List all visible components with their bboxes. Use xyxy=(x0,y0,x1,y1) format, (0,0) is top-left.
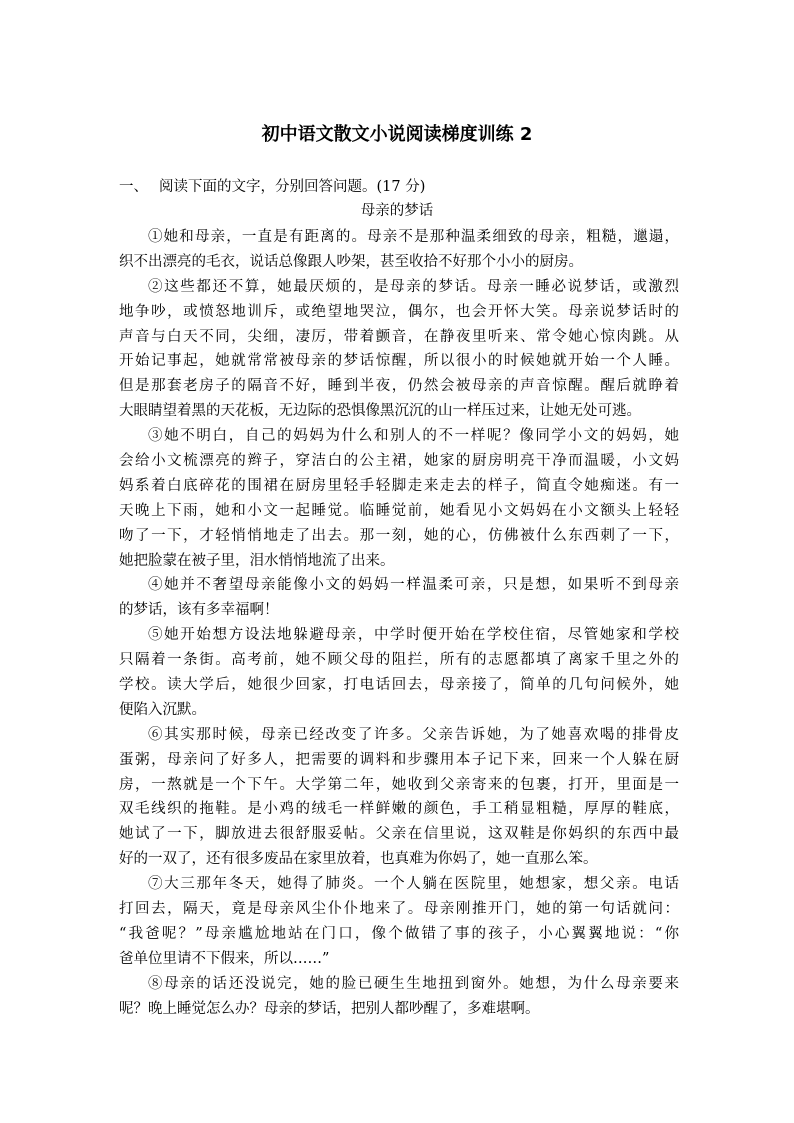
paragraph-line: 蛋粥，母亲问了好多人，把需要的调料和步骤用本子记下来，回来一个人躲在厨 xyxy=(119,751,679,768)
paragraph-line: 天晚上下雨，她和小文一起睡觉。临睡觉前，她看见小文妈妈在小文额头上轻轻 xyxy=(119,502,679,519)
question-prompt xyxy=(119,176,679,198)
paragraph-line: 吻了一下，才轻悄悄地走了出去。那一刻，她的心，仿佛被什么东西刺了一下， xyxy=(119,527,679,544)
paragraph xyxy=(119,972,679,1022)
paragraph xyxy=(119,723,679,872)
paragraph-line: 妈系着白底碎花的围裙在厨房里轻手轻脚走来走去的样子，简直令她痴迷。有一 xyxy=(119,477,679,494)
paragraph-line: 好的一双了，还有很多废品在家里放着，也真难为你妈了，她一直那么笨。 xyxy=(119,851,598,868)
paragraph-line: 房，一熬就是一个下午。大学第二年，她收到父亲寄来的包裹，打开，里面是一 xyxy=(119,776,679,793)
paragraph xyxy=(119,623,679,723)
paragraph-line: ⑦大三那年冬天，她得了肺炎。一个人躺在医院里，她想家，想父亲。电话 xyxy=(148,876,679,893)
paragraph-line: 她把脸蒙在被子里，泪水悄悄地流了出来。 xyxy=(119,552,395,569)
paragraph xyxy=(119,225,679,275)
paragraph-line: ⑥其实那时候，母亲已经改变了许多。父亲告诉她，为了她喜欢喝的排骨皮 xyxy=(148,726,679,743)
paragraph-line: “我爸呢？”母亲尴尬地站在门口，像个做错了事的孩子，小心翼翼地说：“你 xyxy=(119,925,679,942)
paragraph-line: 爸单位里请不下假来，所以……” xyxy=(119,950,330,967)
question-text: 阅读下面的文字，分别回答问题。(17 分) xyxy=(159,179,426,195)
paragraph-line: 便陷入沉默。 xyxy=(119,701,206,718)
paragraph-line: ⑧母亲的话还没说完，她的脸已硬生生地扭到窗外。她想，为什么母亲要来 xyxy=(148,975,679,992)
paragraph xyxy=(119,872,679,972)
paragraph-line: 打回去，隔天，竟是母亲风尘仆仆地来了。母亲刚推开门，她的第一句话就问： xyxy=(119,901,679,918)
document-title: 初中语文散文小说阅读梯度训练 2 xyxy=(261,124,533,145)
paragraph-line: ③她不明白，自己的妈妈为什么和别人的不一样呢？像同学小文的妈妈，她 xyxy=(148,428,679,445)
passage-body xyxy=(119,225,679,1022)
paragraph-line: 声音与白天不同，尖细，凄厉，带着颤音，在静夜里听来、常令她心惊肉跳。从 xyxy=(119,328,679,345)
paragraph xyxy=(119,424,679,573)
paragraph-line: 她试了一下，脚放进去很舒服妥帖。父亲在信里说，这双鞋是你妈织的东西中最 xyxy=(119,826,679,843)
paragraph-line: ⑤她开始想方设法地躲避母亲，中学时便开始在学校住宿，尽管她家和学校 xyxy=(148,627,679,644)
paragraph-line: 织不出漂亮的毛衣，说话总像跟人吵架，甚至收拾不好那个小小的厨房。 xyxy=(119,253,583,270)
paragraph-line: 学校。读大学后，她很少回家，打电话回去，母亲接了，简单的几句问候外，她 xyxy=(119,677,679,694)
paragraph-line: ②这些都还不算，她最厌烦的，是母亲的梦话。母亲一睡必说梦话，或激烈 xyxy=(148,278,679,295)
paragraph-line: 的梦话，该有多幸福啊！ xyxy=(119,602,279,619)
paragraph xyxy=(119,275,679,424)
question-number: 一、 xyxy=(119,179,148,195)
paragraph-line: ④她并不奢望母亲能像小文的妈妈一样温柔可亲，只是想，如果听不到母亲 xyxy=(148,577,679,594)
paragraph-line: 地争吵，或愤怒地训斥，或绝望地哭泣，偶尔，也会开怀大笑。母亲说梦话时的 xyxy=(119,303,679,320)
passage-title: 母亲的梦话 xyxy=(360,203,434,219)
paragraph-line: 只隔着一条街。高考前，她不顾父母的阻拦，所有的志愿都填了离家千里之外的 xyxy=(119,652,679,669)
paragraph-line: 开始记事起，她就常常被母亲的梦话惊醒，所以很小的时候她就开始一个人睡。 xyxy=(119,353,679,370)
paragraph-line: 但是那套老房子的隔音不好，睡到半夜，仍然会被母亲的声音惊醒。醒后就睁着 xyxy=(119,378,679,395)
paragraph-line: 会给小文梳漂亮的辫子，穿洁白的公主裙，她家的厨房明亮干净而温暖，小文妈 xyxy=(119,453,679,470)
paragraph-line: ①她和母亲，一直是有距离的。母亲不是那种温柔细致的母亲，粗糙，邋遢， xyxy=(148,229,679,245)
paragraph-line: 大眼睛望着黑的天花板，无边际的恐惧像黑沉沉的山一样压过来，让她无处可逃。 xyxy=(119,403,641,420)
paragraph xyxy=(119,573,679,623)
paragraph-line: 呢？晚上睡觉怎么办？母亲的梦话，把别人都吵醒了，多难堪啊。 xyxy=(119,1000,540,1017)
paragraph-line: 双毛线织的拖鞋。是小鸡的绒毛一样鲜嫩的颜色，手工稍显粗糙，厚厚的鞋底， xyxy=(119,801,679,818)
